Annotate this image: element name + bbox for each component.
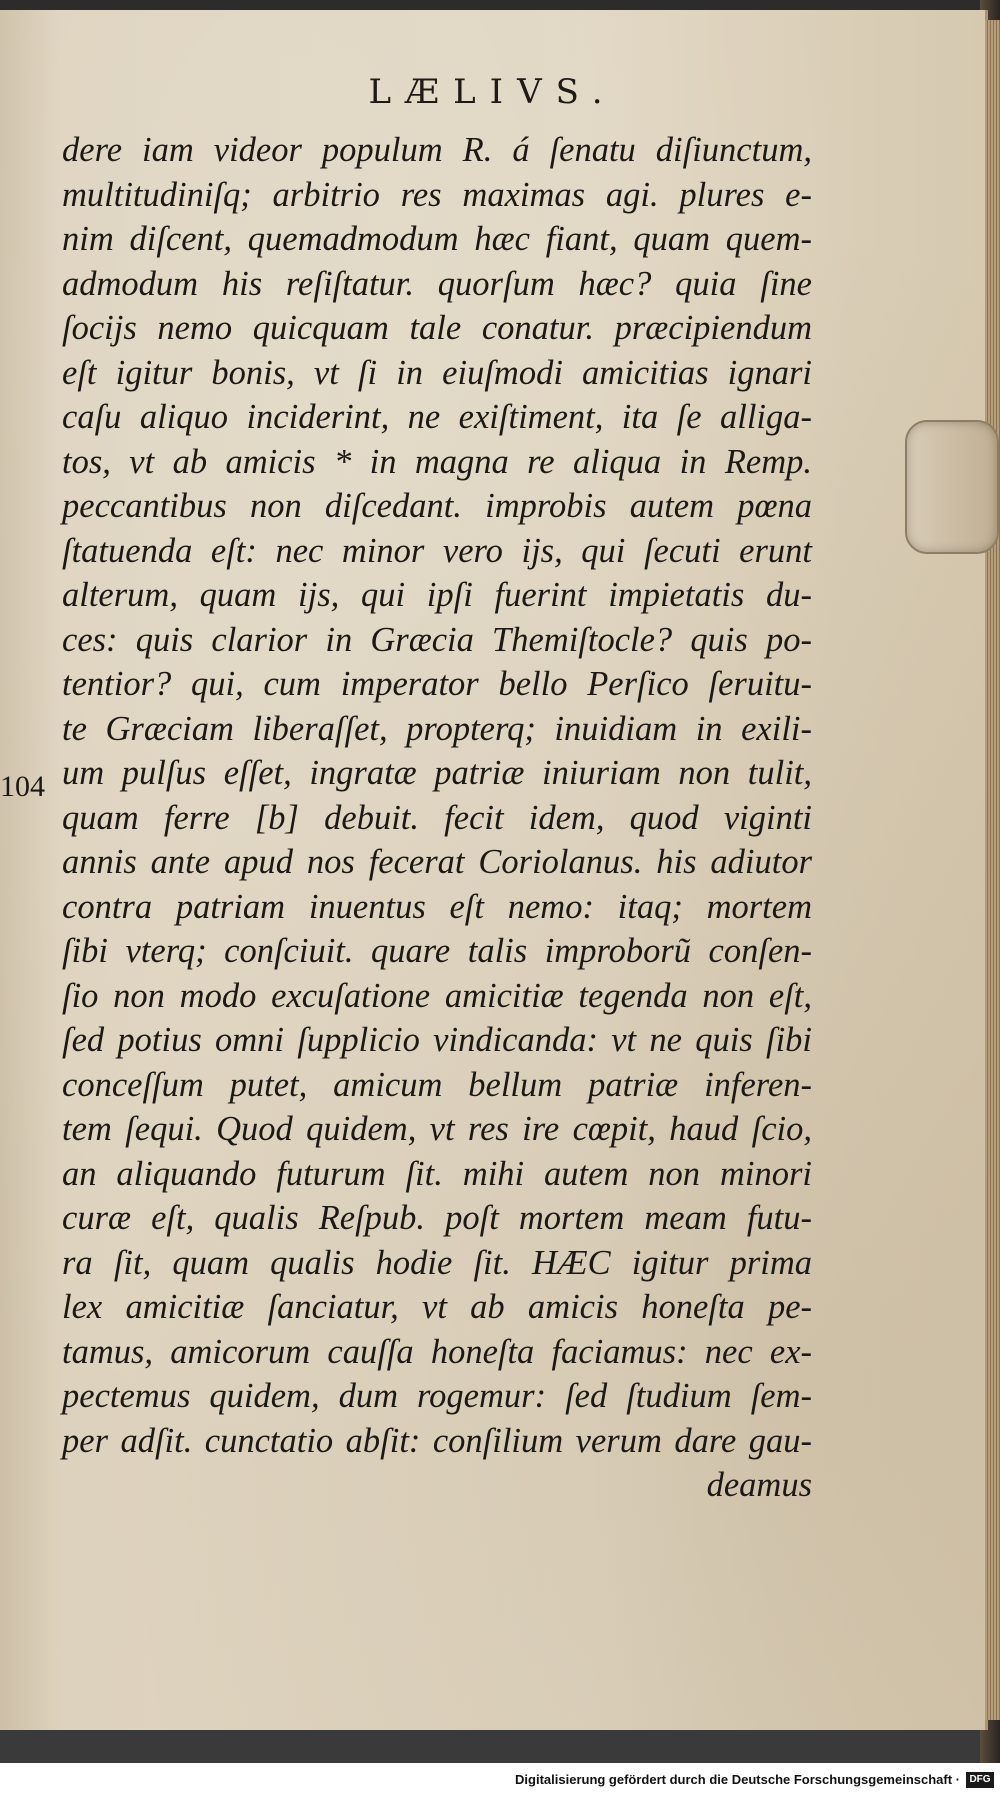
text-line: alterum, quam ijs, qui ipſi fuerint impietatis du- (62, 576, 812, 614)
text-line: conceſſum putet, amicum bellum patriæ inferen- (62, 1065, 812, 1104)
dfg-logo-icon: DFG (966, 1772, 994, 1788)
text-line: caſu aliquo inciderint, ne exiſtiment, ita ſe alliga- (62, 398, 812, 436)
book-page (0, 10, 988, 1730)
text-line: ra ſit, quam qualis hodie ſit. HÆC igitur prima (62, 1243, 812, 1282)
text-line: per adſit. cunctatio abſit: conſilium verum dare gau- (62, 1421, 812, 1460)
text-line: an aliquando futurum ſit. mihi autem non minori (62, 1154, 812, 1193)
text-line: admodum his reſiſtatur. quorſum hæc? quia ſine (62, 264, 812, 303)
text-line: ſed potius omni ſupplicio vindicanda: vt ne quis ſibi (62, 1021, 812, 1059)
text-line: tamus, amicorum cauſſa honeſta faciamus: nec ex- (62, 1332, 812, 1371)
footer-bar (0, 1763, 1000, 1793)
running-head: LÆLIVS. (368, 72, 617, 112)
text-line: ces: quis clarior in Græcia Themiſtocle? quis po- (62, 620, 812, 659)
text-line: lex amicitiæ ſanciatur, vt ab amicis honeſta pe- (62, 1288, 812, 1326)
text-line: um pulſus eſſet, ingratæ patriæ iniuriam non tulit, (62, 754, 812, 792)
text-line: ſio non modo excuſatione amicitiæ tegenda non eſt, (62, 976, 812, 1015)
text-line: ſocijs nemo quicquam tale conatur. præcipiendum (62, 309, 812, 347)
text-line: peccantibus non diſcedant. improbis autem pœna (62, 487, 812, 525)
text-line: multitudiniſq; arbitrio res maximas agi. plures e- (62, 175, 812, 214)
margin-page-number: 104 (0, 770, 45, 803)
text-line: contra patriam inuentus eſt nemo: itaq; mortem (62, 887, 812, 926)
funding-credit: Digitalisierung gefördert durch die Deutsche Forschungsgemeinschaft · (515, 1772, 960, 1787)
text-line: pectemus quidem, dum rogemur: ſed ſtudium ſem- (62, 1377, 812, 1415)
page-stack-edge (985, 20, 1000, 1720)
text-line: dere iam videor populum R. á ſenatu diſiunctum, (62, 131, 812, 169)
body-text (62, 128, 812, 1508)
text-line: tem ſequi. Quod quidem, vt res ire cœpit, haud ſcio, (62, 1110, 812, 1148)
text-line: eſt igitur bonis, vt ſi in eiuſmodi amicitias ignari (62, 353, 812, 392)
text-line: ſtatuenda eſt: nec minor vero ijs, qui ſecuti erunt (62, 531, 812, 570)
text-line: ſibi vterq; conſciuit. quare talis improborũ conſen- (62, 932, 812, 970)
text-line: annis ante apud nos fecerat Coriolanus. his adiutor (62, 843, 812, 881)
text-line: curæ eſt, qualis Reſpub. poſt mortem meam futu- (62, 1199, 812, 1237)
text-line: tentior? qui, cum imperator bello Perſico ſeruitu- (62, 665, 812, 703)
text-line: te Græciam liberaſſet, propterq; inuidiam in exili- (62, 709, 812, 748)
text-line: tos, vt ab amicis * in magna re aliqua in Remp. (62, 442, 812, 481)
text-line: quam ferre [b] debuit. fecit idem, quod viginti (62, 798, 812, 837)
text-line: nim diſcent, quemadmodum hæc fiant, quam quem- (62, 220, 812, 258)
catchword: deamus (706, 1466, 812, 1504)
page-clip (905, 420, 999, 554)
